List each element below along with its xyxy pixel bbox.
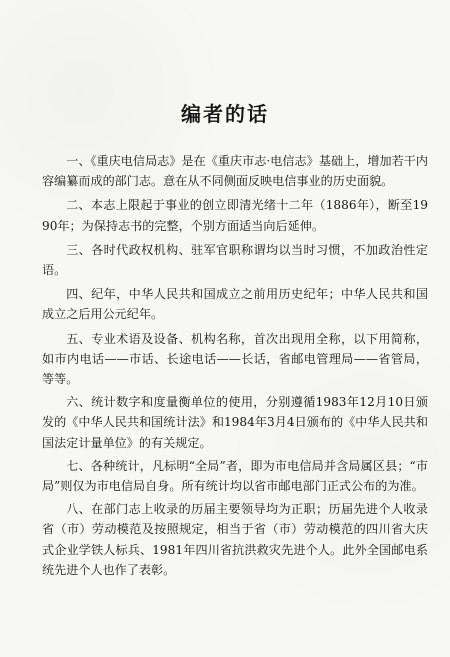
paragraph-4: 四、纪年，中华人民共和国成立之前用历史纪年；中华人民共和国成立之后用公元纪年。 (42, 287, 428, 322)
paragraph-6: 六、统计数字和度量衡单位的使用，分别遵循1983年12月10日颁发的《中华人民共和国统计法》和1984年3月4日颁布的《中华人民共和国法定计量单位》的有关规定。 (42, 395, 428, 450)
paragraph-7: 七、各种统计，凡标明“全局”者，即为市电信局并含局属区县；“市局”则仅为市电信局自身。所有统计均以省市邮电部门正式公布的为准。 (42, 458, 428, 494)
paragraph-5: 五、专业术语及设备、机构名称，首次出现用全称，以下用简称，如市内电话——市话、长途电话——长话，省邮电管理局——省管局，等等。 (42, 331, 428, 387)
editor-notes-body (42, 151, 428, 580)
paragraph-1: 一、《重庆电信局志》是在《重庆市志·电信志》基础上，增加若干内容编纂而成的部门志。意在从不同侧面反映电信事业的历史面貌。 (42, 154, 428, 189)
paragraph-2: 二、本志上限起于事业的创立即清光绪十二年（1886年），断至1990年；为保持志书的完整，个别方面适当向后延伸。 (42, 198, 428, 233)
page-title: 编者的话 (181, 102, 269, 126)
paragraph-8: 八、在部门志上收录的历届主要领导均为正职；历届先进个人收录省（市）劳动模范及按照规定，相当于省（市）劳动模范的四川省大庆式企业学铁人标兵、1981年四川省抗洪救灾先进个人。此外全国邮电系统先进个人也作了表彰。 (42, 502, 428, 577)
paragraph-3: 三、各时代政权机构、驻军官职称谓均以当时习惯，不加政治性定语。 (42, 242, 428, 278)
